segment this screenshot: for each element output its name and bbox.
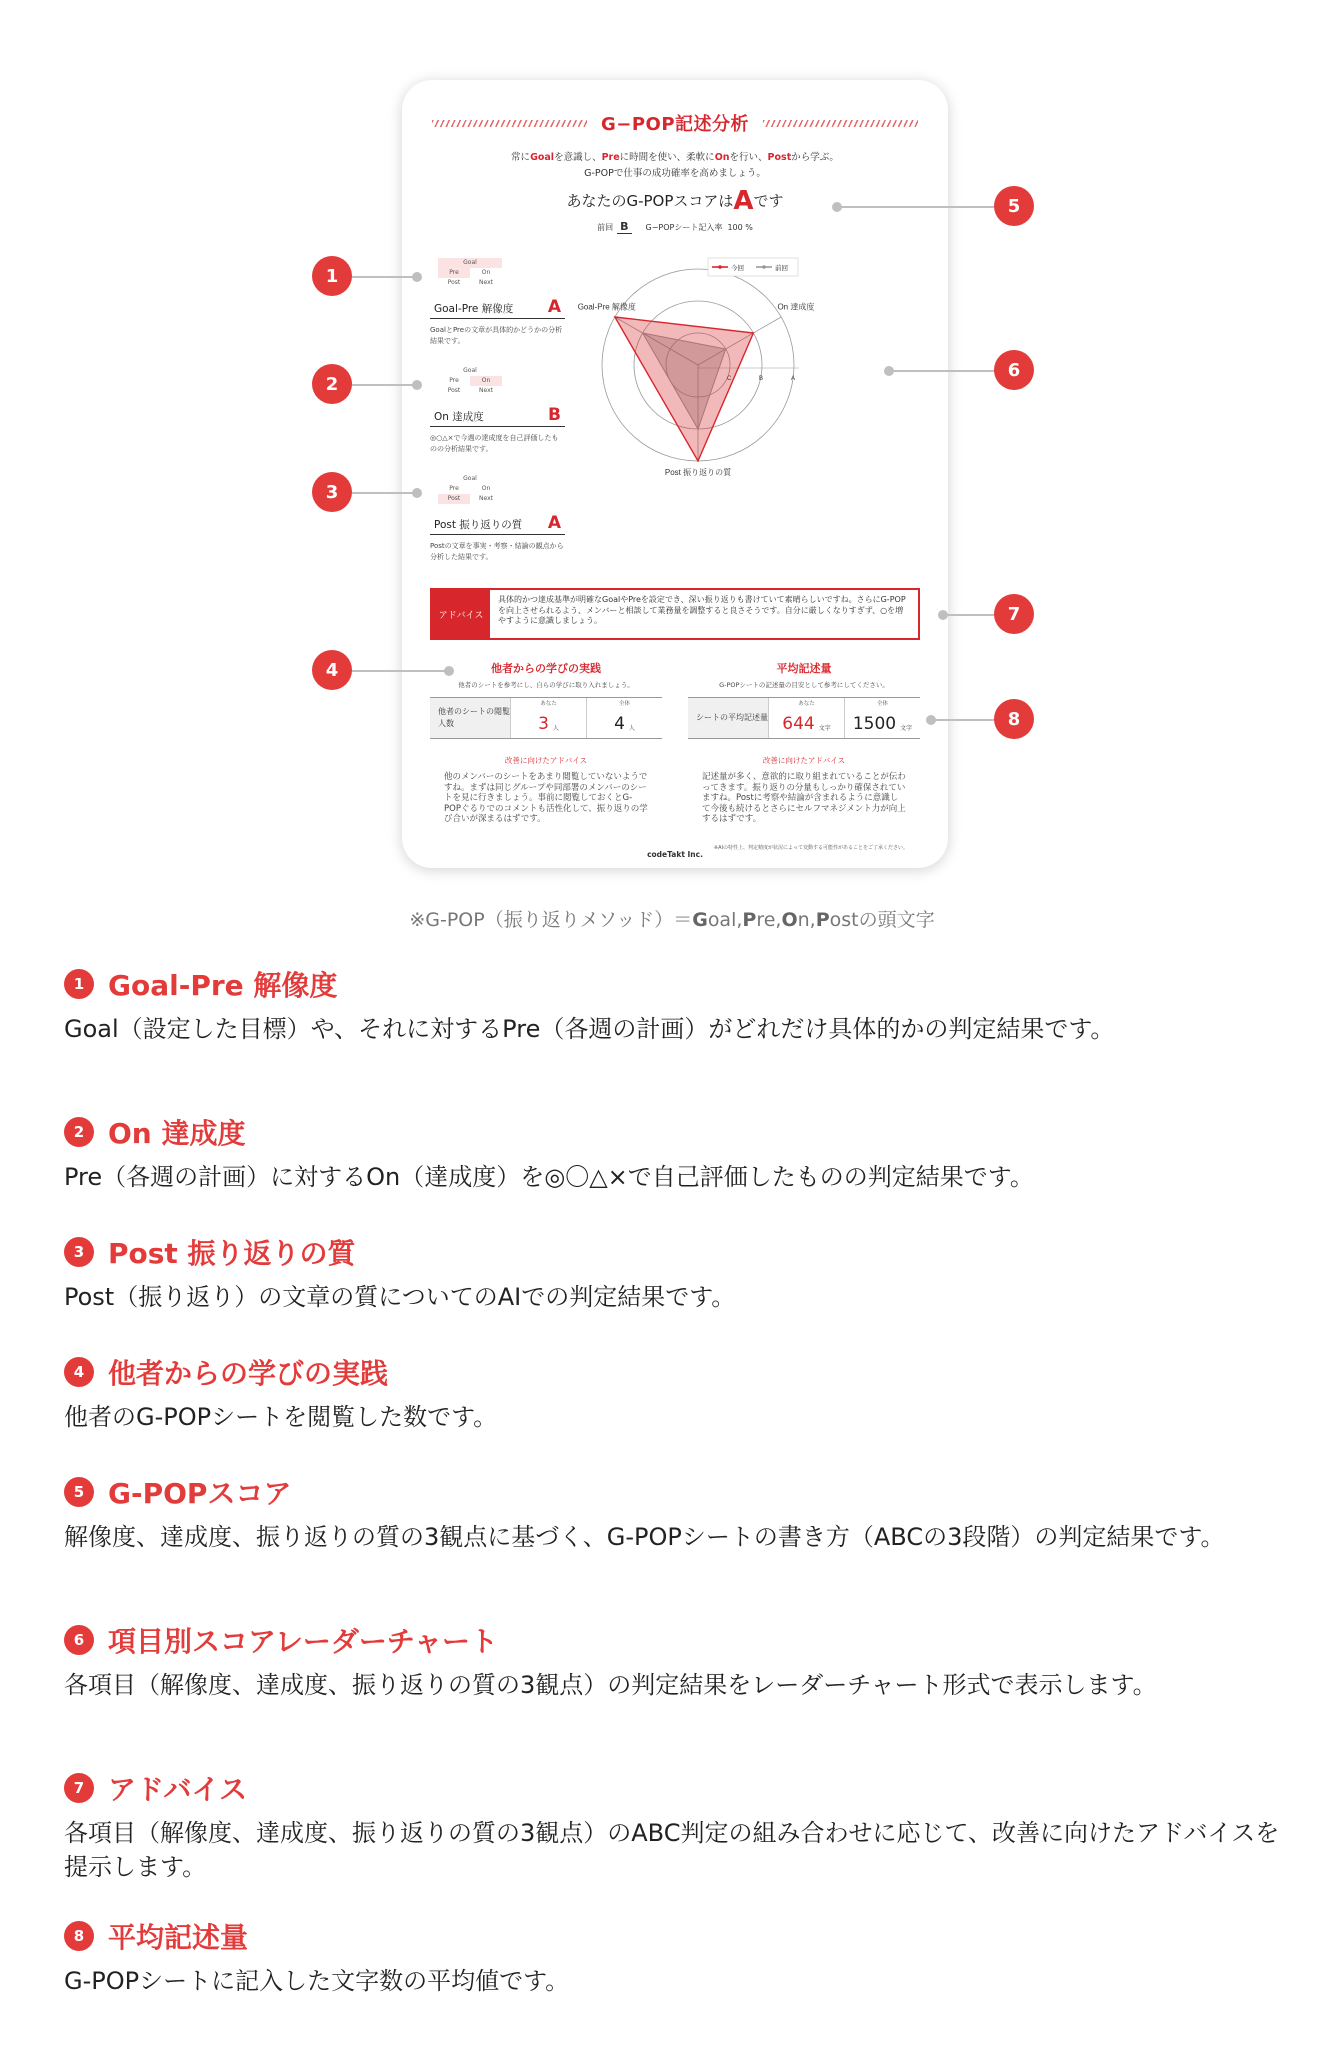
volume-you: [768, 698, 844, 738]
explanation-body: 解像度、達成度、振り返りの質の3観点に基づく、G-POPシートの書き方（ABCの3段階）の判定結果です。: [64, 1523, 1225, 1551]
intro-goal: Goal: [530, 152, 555, 163]
explanation-number: 2: [64, 1117, 94, 1147]
explanation-number: 8: [64, 1921, 94, 1951]
mini-next: Next: [479, 387, 493, 394]
explanation-title: 項目別スコアレーダーチャート: [108, 1625, 499, 1658]
explanation-number: 7: [64, 1773, 94, 1803]
gpop-mini-diagram: [438, 474, 502, 504]
score-label: あなたのG-POPスコアは: [566, 192, 734, 210]
metric-grade: A: [547, 297, 561, 317]
learning-section: [430, 660, 662, 825]
metric-name: Goal-Pre 解像度: [434, 303, 514, 315]
mini-pre: Pre: [438, 268, 470, 278]
explanation-item: [64, 964, 1294, 1046]
unit: 文字: [818, 725, 831, 732]
mini-post: Post: [447, 279, 461, 286]
explanation-number: 3: [64, 1237, 94, 1267]
caption-bold: O: [781, 909, 798, 931]
explanation-item: [64, 1112, 1294, 1194]
radar-legend-marker: [718, 265, 722, 269]
learning-subtitle: 他者のシートを参考にし、自らの学びに取り入れましょう。: [458, 681, 634, 689]
leader-dot-7: [938, 610, 948, 620]
marker-3: 3: [312, 472, 352, 512]
previous-label: 前回: [597, 223, 614, 232]
volume-row-label: シートの平均記述量: [688, 698, 768, 738]
explanation-item: [64, 1620, 1294, 1702]
volume-improve-text: 記述量が多く、意欲的に取り組まれていることが伝わってきます。振り返りの分量もしっかり確保されていますね。Postに考察や結論が含まれるように意識して今後も続けるとさらにセルフマネジメント力が向上するはずです。: [702, 772, 906, 824]
caption-text: ※G-POP（振り返りメソッド）＝: [409, 909, 693, 931]
metric-grade: A: [547, 513, 561, 533]
intro-on: On: [714, 152, 730, 163]
learning-title: 他者からの学びの実践: [491, 662, 601, 675]
intro-pre: Pre: [601, 152, 620, 163]
learning-improve-title: 改善に向けたアドバイス: [504, 756, 588, 765]
explanation-title: アドバイス: [108, 1773, 248, 1806]
learning-table: [430, 697, 662, 739]
explanation-body: Pre（各週の計画）に対するOn（達成度）を◎〇△×で自己評価したものの判定結果です。: [64, 1163, 1034, 1191]
volume-avg-value: 1500: [852, 714, 897, 734]
hatch-decoration-left: [432, 120, 587, 127]
advice-label: アドバイス: [432, 590, 490, 638]
caption-text: n,: [797, 909, 816, 931]
caption-bold: P: [815, 909, 830, 931]
metric-name: On 達成度: [434, 411, 484, 423]
caption-text: oal,: [707, 909, 743, 931]
explanation-number: 4: [64, 1357, 94, 1387]
advice-box: [430, 588, 920, 640]
intro-text: [402, 150, 948, 182]
mini-post: Post: [447, 387, 461, 394]
mini-on: On: [470, 376, 502, 386]
mini-goal: Goal: [438, 258, 502, 268]
volume-avg: [844, 698, 920, 738]
caption-text: ostの頭文字: [829, 909, 935, 931]
score-radar-chart: [577, 255, 928, 505]
avg-caption: 全体: [618, 701, 630, 707]
learning-you-value: 3: [538, 714, 549, 734]
metric-grade: B: [548, 405, 561, 425]
gpop-score: [402, 186, 948, 216]
intro-post: Post: [767, 152, 792, 163]
marker-1: 1: [312, 256, 352, 296]
metric-name: Post 振り返りの質: [434, 519, 523, 531]
previous-score-line: [402, 220, 948, 233]
marker-7: 7: [994, 594, 1034, 634]
explanation-item: [64, 1768, 1294, 1884]
fill-rate-value: 100 %: [727, 223, 753, 232]
mini-on: On: [481, 485, 491, 492]
leader-dot-5: [832, 202, 842, 212]
caption-bold: P: [742, 909, 757, 931]
explanation-body: Post（振り返り）の文章の質についてのAIでの判定結果です。: [64, 1283, 736, 1311]
explanation-number: 6: [64, 1625, 94, 1655]
you-caption: あなた: [540, 701, 557, 707]
hatch-decoration-right: [763, 120, 918, 127]
intro-part: から学ぶ。: [791, 152, 839, 163]
leader-dot-8: [926, 715, 936, 725]
caption-bold: G: [692, 909, 708, 931]
unit: 人: [628, 725, 635, 732]
caption-text: re,: [756, 909, 782, 931]
radar-level-label: A: [791, 376, 796, 382]
marker-5: 5: [994, 186, 1034, 226]
explanation-body: G-POPシートに記入した文字数の平均値です。: [64, 1967, 570, 1995]
mini-next: Next: [479, 495, 493, 502]
explanation-number: 5: [64, 1477, 94, 1507]
explanation-title: Post 振り返りの質: [108, 1237, 356, 1270]
explanation-title: Goal-Pre 解像度: [108, 969, 338, 1002]
you-caption: あなた: [798, 701, 815, 707]
intro-part: を行い、: [729, 152, 768, 163]
volume-table: [688, 697, 920, 739]
learning-improve-text: 他のメンバーのシートをあまり閲覧していないようですね。まずは同じグループや同部署のメンバーのシートを見に行きましょう。事前に閲覧しておくとG-POPぐるりでのコメントも活性化して、振り返りの学び合いが深まるはずです。: [444, 772, 648, 824]
learning-you: [510, 698, 586, 738]
metric-on: [430, 366, 565, 455]
mini-pre: Pre: [449, 377, 459, 384]
leader-dot-3: [412, 488, 422, 498]
volume-you-value: 644: [782, 714, 815, 734]
mini-goal: Goal: [463, 367, 477, 374]
mini-goal: Goal: [463, 475, 477, 482]
marker-2: 2: [312, 364, 352, 404]
radar-level-label: B: [759, 376, 764, 382]
metric-desc: GoalとPreの文章が具体的かどうかの分析結果です。: [430, 326, 563, 345]
explanation-body: 他者のG-POPシートを閲覧した数です。: [64, 1403, 498, 1431]
explanation-title: G-POPスコア: [108, 1477, 292, 1510]
radar-legend-label: 今回: [731, 265, 744, 272]
leader-line-5: [838, 206, 1014, 208]
intro-line2: G-POPで仕事の成功確率を高めましょう。: [584, 168, 766, 179]
explanation-body: Goal（設定した目標）や、それに対するPre（各週の計画）がどれだけ具体的かの判定結果です。: [64, 1015, 1115, 1043]
metric-post: [430, 474, 565, 563]
leader-dot-4: [444, 666, 454, 676]
gpop-mini-diagram: [438, 258, 502, 288]
leader-dot-6: [884, 366, 894, 376]
explanation-item: [64, 1472, 1294, 1554]
gpop-caption: [0, 905, 1344, 932]
report-card: [402, 80, 948, 868]
card-title-row: [432, 112, 918, 134]
card-title: G−POP記述分析: [600, 114, 750, 135]
radar-legend-marker: [762, 265, 766, 269]
score-suffix: です: [753, 192, 784, 210]
explanation-title: 平均記述量: [108, 1921, 249, 1954]
ai-footnote: ※AIの特性上、判定精度が状況によって変動する可能性があることをご了承ください。: [713, 845, 908, 851]
leader-dot-1: [412, 272, 422, 282]
metric-goal-pre: [430, 258, 565, 347]
intro-part: に時間を使い、柔軟に: [619, 152, 715, 163]
intro-part: を意識し、: [554, 152, 602, 163]
previous-grade: B: [617, 220, 631, 234]
radar-series-今回: [615, 317, 754, 461]
volume-title: 平均記述量: [776, 662, 832, 675]
mini-next: Next: [479, 279, 493, 286]
explanation-number: 1: [64, 969, 94, 999]
leader-dot-2: [412, 380, 422, 390]
explanation-title: On 達成度: [108, 1117, 246, 1150]
explanation-item: [64, 1916, 1294, 1998]
marker-4: 4: [312, 650, 352, 690]
marker-8: 8: [994, 699, 1034, 739]
radar-legend-label: 前回: [775, 265, 788, 272]
learning-row-label: 他者のシートの閲覧人数: [430, 698, 510, 738]
volume-section: [688, 660, 920, 825]
explanation-body: 各項目（解像度、達成度、振り返りの質の3観点）の判定結果をレーダーチャート形式で表示します。: [64, 1671, 1157, 1699]
advice-text: 具体的かつ達成基準が明確なGoalやPreを設定でき、深い振り返りも書けていて素晴らしいですね。さらにG-POPを向上させられるよう、メンバーと相談して業務量を調整すると良さそうです。自分に厳しくなりすぎず、○を増やすように意識しましょう。: [498, 595, 906, 625]
unit: 文字: [900, 725, 913, 732]
explanation-item: [64, 1232, 1294, 1314]
explanation-item: [64, 1352, 1294, 1434]
mini-post: Post: [438, 494, 470, 504]
learning-avg: [586, 698, 662, 738]
fill-rate-label: G−POPシート記入率: [645, 223, 723, 232]
mini-pre: Pre: [449, 485, 459, 492]
radar-axis-label: Goal-Pre 解像度: [577, 302, 636, 312]
gpop-mini-diagram: [438, 366, 502, 396]
company-name: codeTakt Inc.: [647, 850, 703, 859]
explanation-body: 各項目（解像度、達成度、振り返りの質の3観点）のABC判定の組み合わせに応じて、改善に向けたアドバイスを提示します。: [64, 1819, 1280, 1881]
marker-6: 6: [994, 350, 1034, 390]
score-grade: A: [733, 186, 754, 216]
metric-desc: ◎○△×で今週の達成度を自己評価したものの分析結果です。: [430, 434, 559, 453]
radar-axis-label: On 達成度: [777, 302, 815, 312]
learning-avg-value: 4: [614, 714, 625, 734]
intro-part: 常に: [511, 152, 531, 163]
avg-caption: 全体: [876, 701, 888, 707]
explanation-title: 他者からの学びの実践: [108, 1357, 389, 1390]
volume-improve-title: 改善に向けたアドバイス: [762, 756, 846, 765]
volume-subtitle: G-POPシートの記述量の目安として参考にしてください。: [719, 681, 889, 689]
radar-axis-label: Post 振り返りの質: [664, 468, 732, 477]
metric-desc: Postの文章を事実・考察・結論の観点から分析した結果です。: [430, 542, 564, 561]
mini-on: On: [481, 269, 491, 276]
unit: 人: [552, 725, 559, 732]
